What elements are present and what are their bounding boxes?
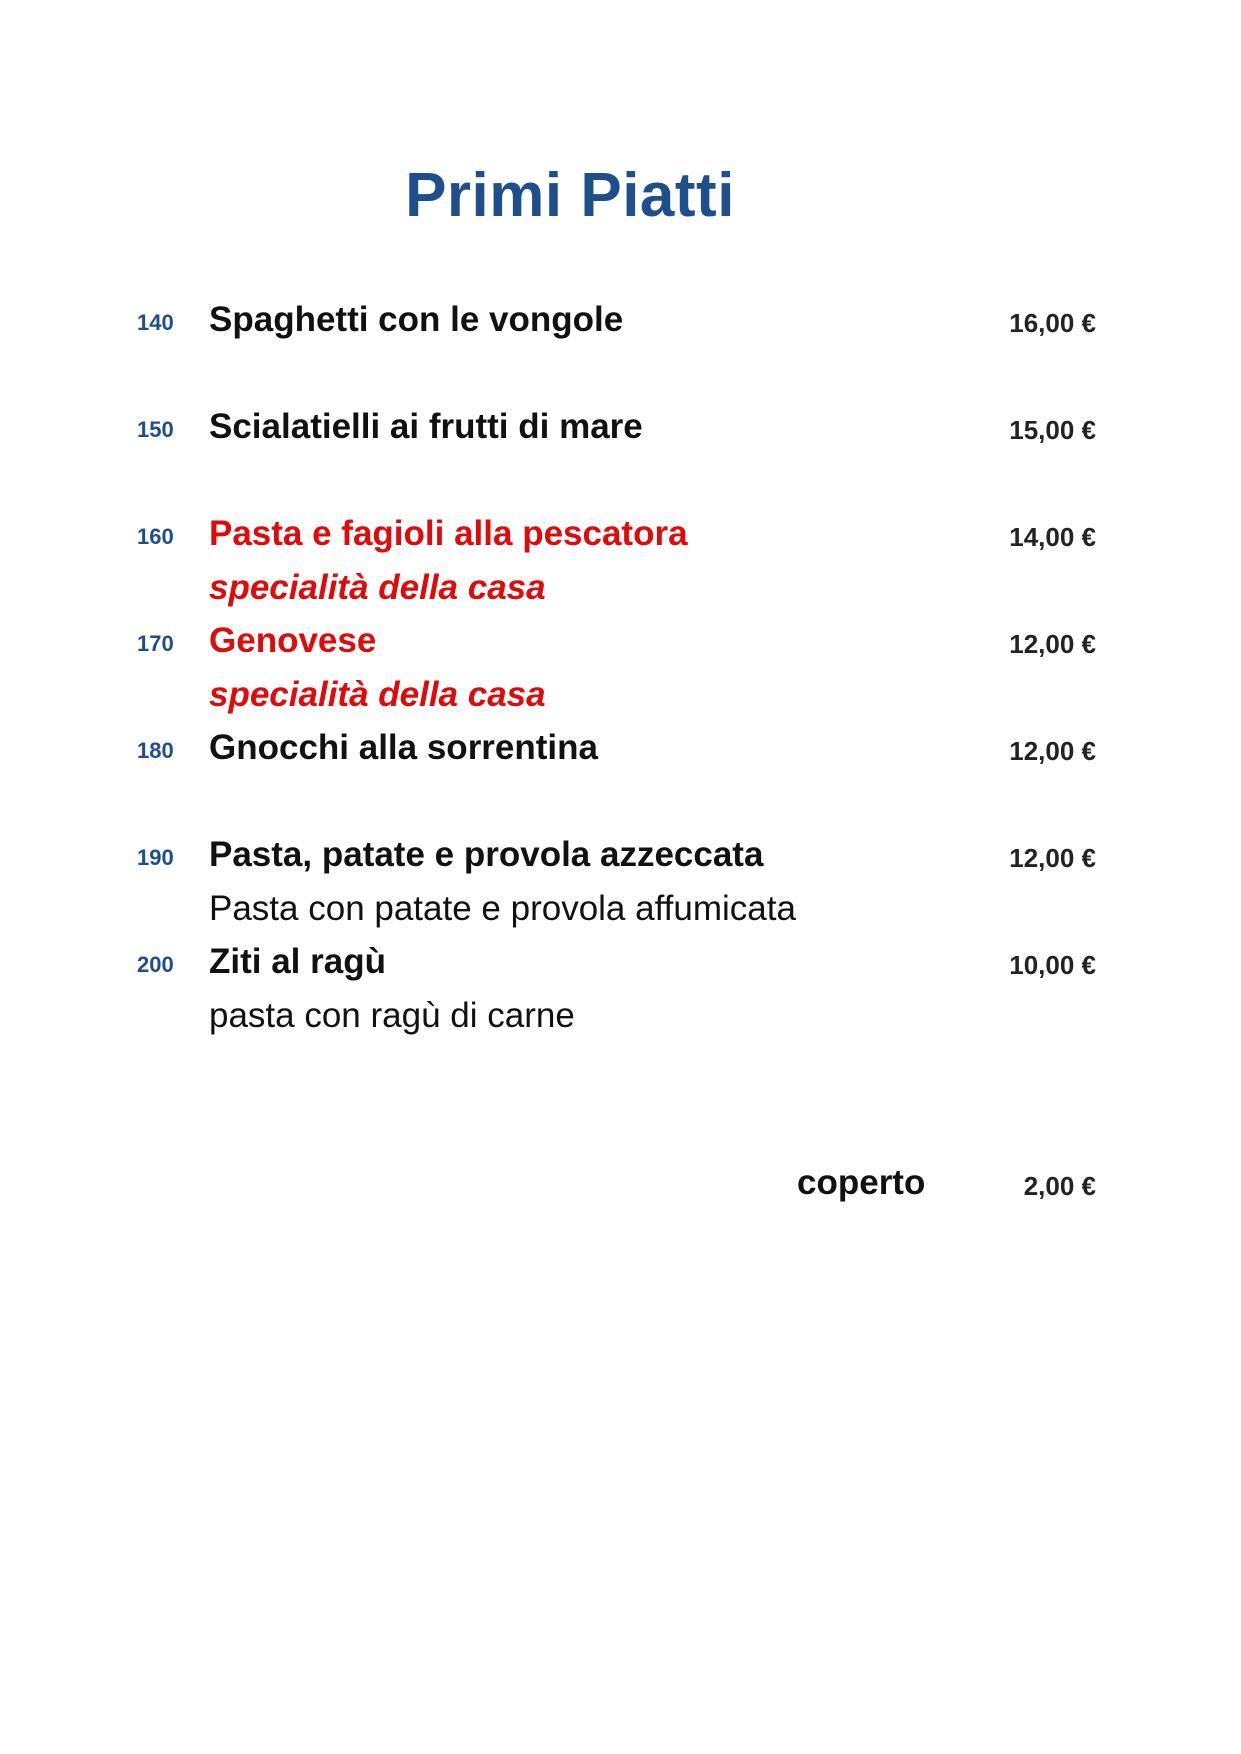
item-number: 180	[137, 738, 174, 763]
item-number: 140	[137, 310, 174, 335]
item-number: 190	[137, 845, 174, 870]
item-price: 15,00 €	[1009, 415, 1096, 445]
item-price: 10,00 €	[1009, 950, 1096, 980]
item-description: Pasta con patate e provola affumicata	[209, 889, 796, 928]
coperto-price: 2,00 €	[1023, 1171, 1096, 1201]
item-name: Scialatielli ai frutti di mare	[209, 407, 643, 446]
coperto-label: coperto	[797, 1163, 926, 1202]
item-price: 12,00 €	[1009, 629, 1096, 659]
page-title: Primi Piatti	[405, 161, 735, 230]
menu-item	[0, 942, 1241, 996]
menu-item	[0, 728, 1241, 782]
menu-item	[0, 300, 1241, 354]
menu-item	[0, 407, 1241, 461]
item-name: Pasta e fagioli alla pescatora	[209, 514, 688, 553]
item-number: 160	[137, 524, 174, 549]
item-specialty-note: specialità della casa	[209, 568, 546, 607]
menu-item	[0, 621, 1241, 675]
item-description: pasta con ragù di carne	[209, 996, 575, 1035]
item-price: 16,00 €	[1009, 308, 1096, 338]
item-name: Gnocchi alla sorrentina	[209, 728, 598, 767]
item-specialty-note: specialità della casa	[209, 675, 546, 714]
item-name: Ziti al ragù	[209, 942, 386, 981]
item-price: 12,00 €	[1009, 736, 1096, 766]
item-name: Pasta, patate e provola azzeccata	[209, 835, 764, 874]
menu-item	[0, 514, 1241, 568]
item-name: Spaghetti con le vongole	[209, 300, 624, 339]
item-price: 14,00 €	[1009, 522, 1096, 552]
item-price: 12,00 €	[1009, 843, 1096, 873]
item-number: 150	[137, 417, 174, 442]
item-number: 200	[137, 952, 174, 977]
item-number: 170	[137, 631, 174, 656]
item-name: Genovese	[209, 621, 377, 660]
menu-item	[0, 835, 1241, 889]
